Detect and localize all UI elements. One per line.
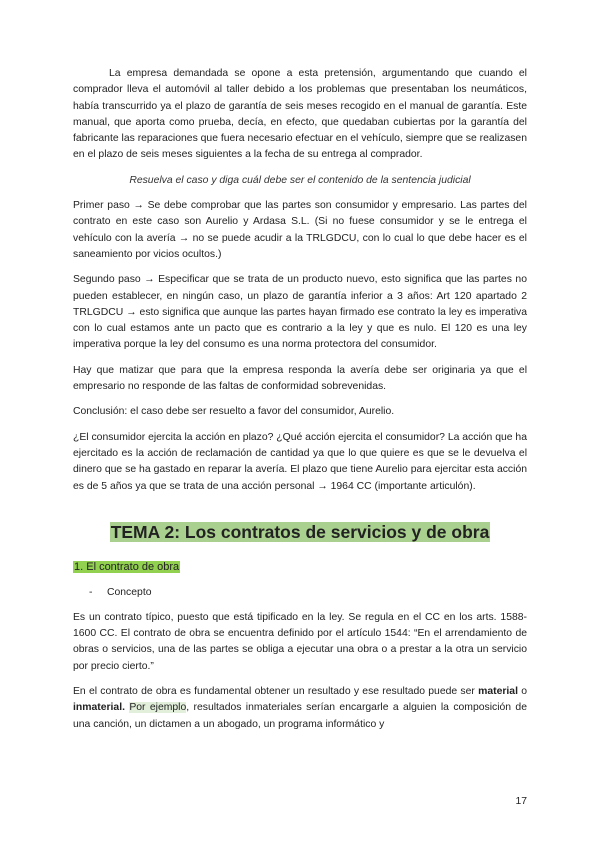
paragraph-result (73, 684, 527, 733)
document-page (73, 66, 527, 733)
result-text-c: o (517, 686, 527, 698)
paragraph-conclusion: Conclusión: el caso debe ser resuelto a favor del consumidor, Aurelio. (73, 406, 395, 418)
paragraph-action: ¿El consumidor ejercita la acción en plazo? ¿Qué acción ejercita el consumidor? La acción que ha ejercitado es la acción de reclamación de cantidad ya que lo que quiere es que se le devuelva el dinero que se ha gastado en reparar la avería. El plazo que tiene Aurelio para ejercitar esta acción es de 5 años ya que se trata de una acción personal → 1964 CC (importante articulón). (73, 431, 527, 492)
bullet-text: Concepto (107, 586, 152, 598)
chapter-title: TEMA 2: Los contratos de servicios y de obra (110, 521, 490, 542)
paragraph-question: Resuelva el caso y diga cuál debe ser el contenido de la sentencia judicial (129, 174, 471, 186)
page-number: 17 (515, 796, 527, 807)
result-example: Por ejemplo (129, 702, 187, 714)
result-inmaterial: inmaterial. (73, 702, 125, 714)
result-text-a: En el contrato de obra es fundamental obtener un resultado y ese resultado puede ser (73, 686, 479, 698)
paragraph-second-step: Segundo paso → Especificar que se trata de un producto nuevo, esto significa que las partes no pueden establecer, en ningún caso, un plazo de garantía inferior a 3 años: Art 120 apartado 2 TRLGDCU → esto significa que aunque las partes hayan firmado ese contrato la ley es imperativa con lo cual estamos ante un pacto que es contrario a la ley y que es nulo. El 120 es una ley imperativa porque la ley del consumo es una norma protectora del consumidor. (73, 274, 527, 351)
paragraph-case-facts: La empresa demandada se opone a esta pretensión, argumentando que cuando el comprador lleva el automóvil al taller debido a los problemas que presentaban los neumáticos, había transcurrido ya el plazo de garantía de seis meses recogido en el manual de garantía. Este manual, que aporta como prueba, decía, en efecto, que quedaban cubiertas por la garantía del fabricante las reparaciones que fuera necesario efectuar en el vehículo, siempre que se realizasen en el plazo de seis meses siguientes a la fecha de su entrega al comprador. (73, 68, 527, 161)
paragraph-first-step: Primer paso → Se debe comprobar que las partes son consumidor y empresario. Las partes del contrato en este caso son Aurelio y Ardasa S.L. (Si no fuese consumidor y se le entrega el vehículo con la avería → no se puede acudir a la TRLGDCU, con lo cual lo que debe hacer es el saneamiento por vicios ocultos.) (73, 200, 527, 260)
result-text-g: , resultados inmateriales serían encargarle a alguien la composición de una canción, un dictamen a un abogado, un programa informático y (73, 702, 527, 730)
section-title: 1. El contrato de obra (74, 560, 180, 573)
section-heading (73, 557, 527, 575)
chapter-heading (73, 520, 527, 544)
paragraph-nuance: Hay que matizar que para que la empresa responda la avería debe ser originaria ya que el empresario no responde de las faltas de conformidad sobrevenidas. (73, 364, 527, 393)
bullet-dash: - (89, 586, 93, 598)
bullet-item (73, 585, 527, 601)
result-material: material (478, 686, 518, 698)
paragraph-definition: Es un contrato típico, puesto que está tipificado en la ley. Se regula en el CC en los arts. 1588-1600 CC. El contrato de obra se encuentra definido por el artículo 1544: “En el arrendamiento de obras o servicios, una de las partes se obliga a ejecutar una obra o a prestar a la otra un servicio por precio cierto.” (73, 611, 527, 672)
